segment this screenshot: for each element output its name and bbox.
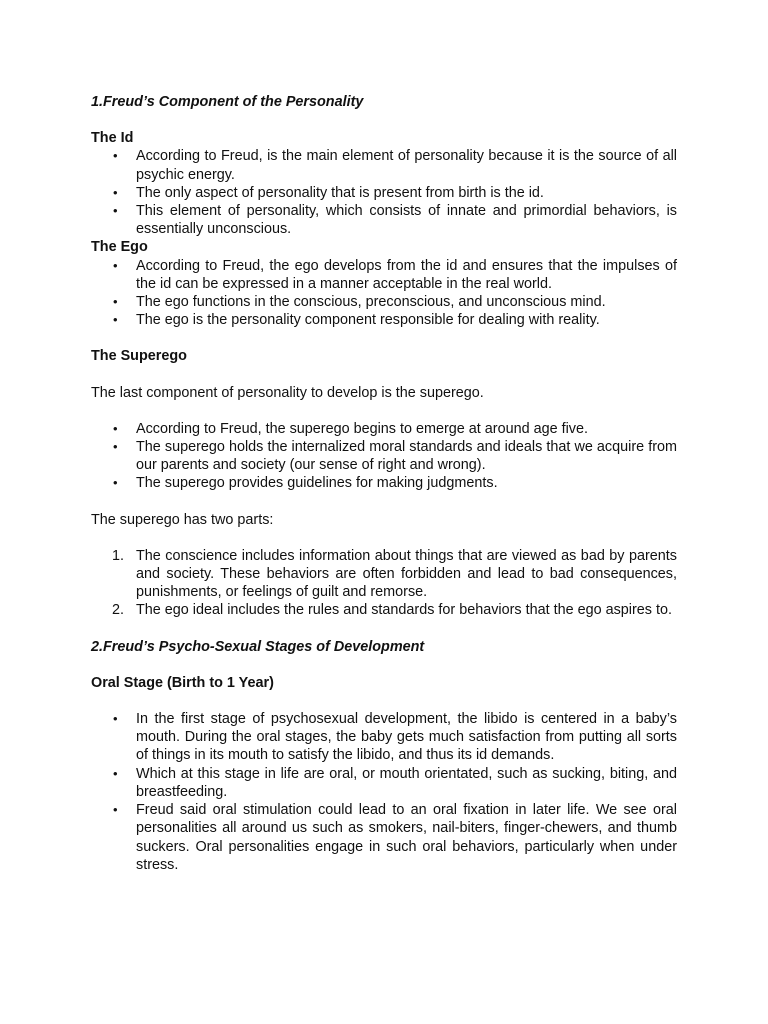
bullet-icon: •	[113, 184, 118, 200]
superego-parts-intro: The superego has two parts:	[91, 511, 274, 528]
list-item: • Which at this stage in life are oral, or mouth orientated, such as sucking, biting, and breastfeeding.	[113, 765, 677, 800]
section-title-psychosexual: 2.Freud’s Psycho-Sexual Stages of Development	[91, 638, 425, 655]
bullet-icon: •	[113, 420, 118, 436]
bullet-icon: •	[113, 439, 118, 455]
list-item: • The superego provides guidelines for making judgments.	[113, 475, 498, 492]
bullet-icon: •	[113, 312, 118, 328]
superego-intro: The last component of personality to develop is the superego.	[91, 384, 484, 401]
bullet-icon: •	[113, 475, 118, 491]
superego-bullet-list	[91, 420, 677, 493]
superego-parts-list	[91, 547, 677, 620]
list-item: • The ego is the personality component responsible for dealing with reality.	[113, 312, 600, 329]
list-item: • In the first stage of psychosexual development, the libido is centered in a baby’s mouth. During the oral stages, the baby gets much satisfaction from putting all sorts of things in its mouth to satisfy the libido, and thus its id demands.	[113, 711, 677, 764]
id-bullet-list	[91, 147, 677, 238]
bullet-icon: •	[113, 711, 118, 727]
list-item: 1. The conscience includes information about things that are viewed as bad by parents and society. These behaviors are often forbidden and lead to bad consequences, punishments, or feelings of guilt and remorse.	[112, 547, 677, 601]
bullet-icon: •	[113, 765, 118, 781]
ego-bullet-list	[91, 257, 677, 330]
list-item: • Freud said oral stimulation could lead to an oral fixation in later life. We see oral personalities all around us such as smokers, nail-biters, finger-chewers, and thumb suckers. Oral personalities engage in such oral behaviors, particularly when under stress.	[113, 802, 677, 873]
list-item: • According to Freud, the ego develops from the id and ensures that the impulses of the id can be expressed in a manner acceptable in the real world.	[113, 257, 677, 292]
bullet-icon: •	[113, 802, 118, 818]
list-item: • The only aspect of personality that is present from birth is the id.	[113, 184, 544, 201]
list-item: • The superego holds the internalized moral standards and ideals that we acquire from our parents and society (our sense of right and wrong).	[113, 439, 677, 474]
list-item: • This element of personality, which consists of innate and primordial behaviors, is essentially unconscious.	[113, 203, 677, 238]
list-item: • According to Freud, is the main element of personality because it is the source of all psychic energy.	[113, 148, 677, 183]
heading-oral-stage: Oral Stage (Birth to 1 Year)	[91, 674, 274, 691]
list-item: 2. The ego ideal includes the rules and standards for behaviors that the ego aspires to.	[112, 602, 672, 619]
list-number: 1.	[112, 547, 125, 564]
list-number: 2.	[112, 602, 125, 619]
list-item: • According to Freud, the superego begins to emerge at around age five.	[113, 420, 588, 437]
bullet-icon: •	[113, 294, 118, 310]
list-item: • The ego functions in the conscious, preconscious, and unconscious mind.	[113, 294, 606, 311]
heading-the-superego: The Superego	[91, 348, 187, 365]
section-title-personality: 1.Freud’s Component of the Personality	[91, 94, 364, 110]
oral-bullet-list	[91, 710, 677, 874]
bullet-icon: •	[113, 203, 118, 219]
bullet-icon: •	[113, 257, 118, 273]
bullet-icon: •	[113, 148, 118, 164]
heading-the-id: The Id	[91, 130, 134, 147]
heading-the-ego: The Ego	[91, 239, 148, 256]
